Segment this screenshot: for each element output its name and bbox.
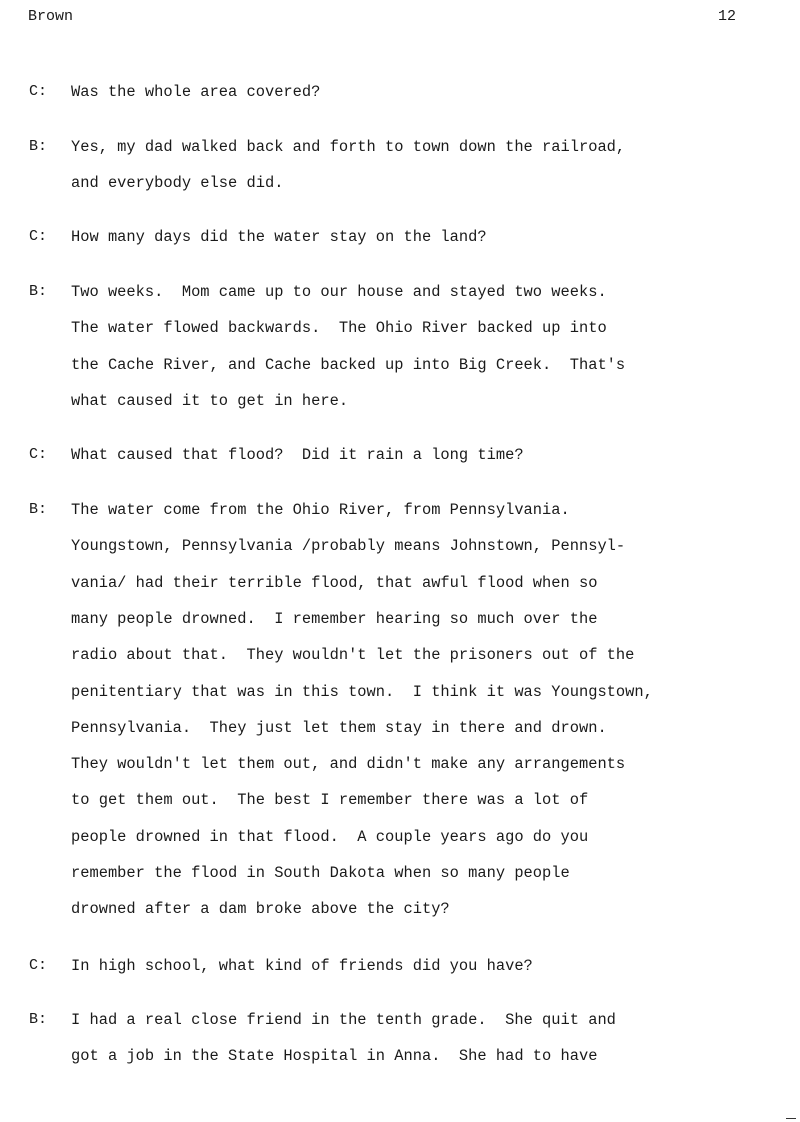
dialogue-line: Was the whole area covered? bbox=[71, 83, 321, 101]
speaker-label: B: bbox=[29, 501, 48, 518]
dialogue-line: penitentiary that was in this town. I think it was Youngstown, bbox=[71, 682, 653, 701]
speaker-label: C: bbox=[29, 957, 48, 974]
dialogue-line: vania/ had their terrible flood, that awful flood when so bbox=[71, 573, 598, 592]
dialogue-line: In high school, what kind of friends did you have? bbox=[71, 957, 533, 975]
dialogue-line: radio about that. They wouldn't let the prisoners out of the bbox=[71, 646, 635, 665]
dialogue-line: The water come from the Ohio River, from Pennsylvania. bbox=[71, 501, 570, 519]
speaker-label: B: bbox=[29, 138, 48, 155]
speaker-label: C: bbox=[29, 228, 48, 245]
dialogue-line: to get them out. The best I remember there was a lot of bbox=[71, 791, 589, 810]
speaker-label: C: bbox=[29, 446, 48, 463]
dialogue-line: and everybody else did. bbox=[71, 174, 284, 193]
speaker-label: B: bbox=[29, 283, 48, 300]
dialogue-line: Pennsylvania. They just let them stay in there and drown. bbox=[71, 718, 607, 737]
dialogue-line: drowned after a dam broke above the city? bbox=[71, 900, 450, 919]
dialogue-line: many people drowned. I remember hearing so much over the bbox=[71, 609, 598, 628]
dialogue-line: What caused that flood? Did it rain a long time? bbox=[71, 446, 524, 464]
dialogue-line: Yes, my dad walked back and forth to town down the railroad, bbox=[71, 138, 626, 156]
dialogue-line: people drowned in that flood. A couple years ago do you bbox=[71, 827, 589, 846]
speaker-label: B: bbox=[29, 1011, 48, 1028]
page-number: 12 bbox=[718, 8, 737, 25]
dialogue-line: I had a real close friend in the tenth grade. She quit and bbox=[71, 1011, 616, 1029]
header-name: Brown bbox=[28, 8, 74, 25]
dialogue-line: How many days did the water stay on the land? bbox=[71, 228, 487, 246]
dialogue-line: The water flowed backwards. The Ohio River backed up into bbox=[71, 319, 607, 338]
dialogue-line: Youngstown, Pennsylvania /probably means Johnstown, Pennsyl- bbox=[71, 537, 626, 556]
dialogue-line: what caused it to get in here. bbox=[71, 391, 349, 410]
dialogue-line: the Cache River, and Cache backed up into Big Creek. That's bbox=[71, 355, 626, 374]
speaker-label: C: bbox=[29, 83, 48, 100]
margin-mark bbox=[786, 1118, 796, 1119]
dialogue-line: Two weeks. Mom came up to our house and stayed two weeks. bbox=[71, 283, 607, 301]
dialogue-line: got a job in the State Hospital in Anna. She had to have bbox=[71, 1047, 598, 1066]
dialogue-line: They wouldn't let them out, and didn't make any arrangements bbox=[71, 755, 626, 774]
dialogue-line: remember the flood in South Dakota when so many people bbox=[71, 864, 570, 882]
